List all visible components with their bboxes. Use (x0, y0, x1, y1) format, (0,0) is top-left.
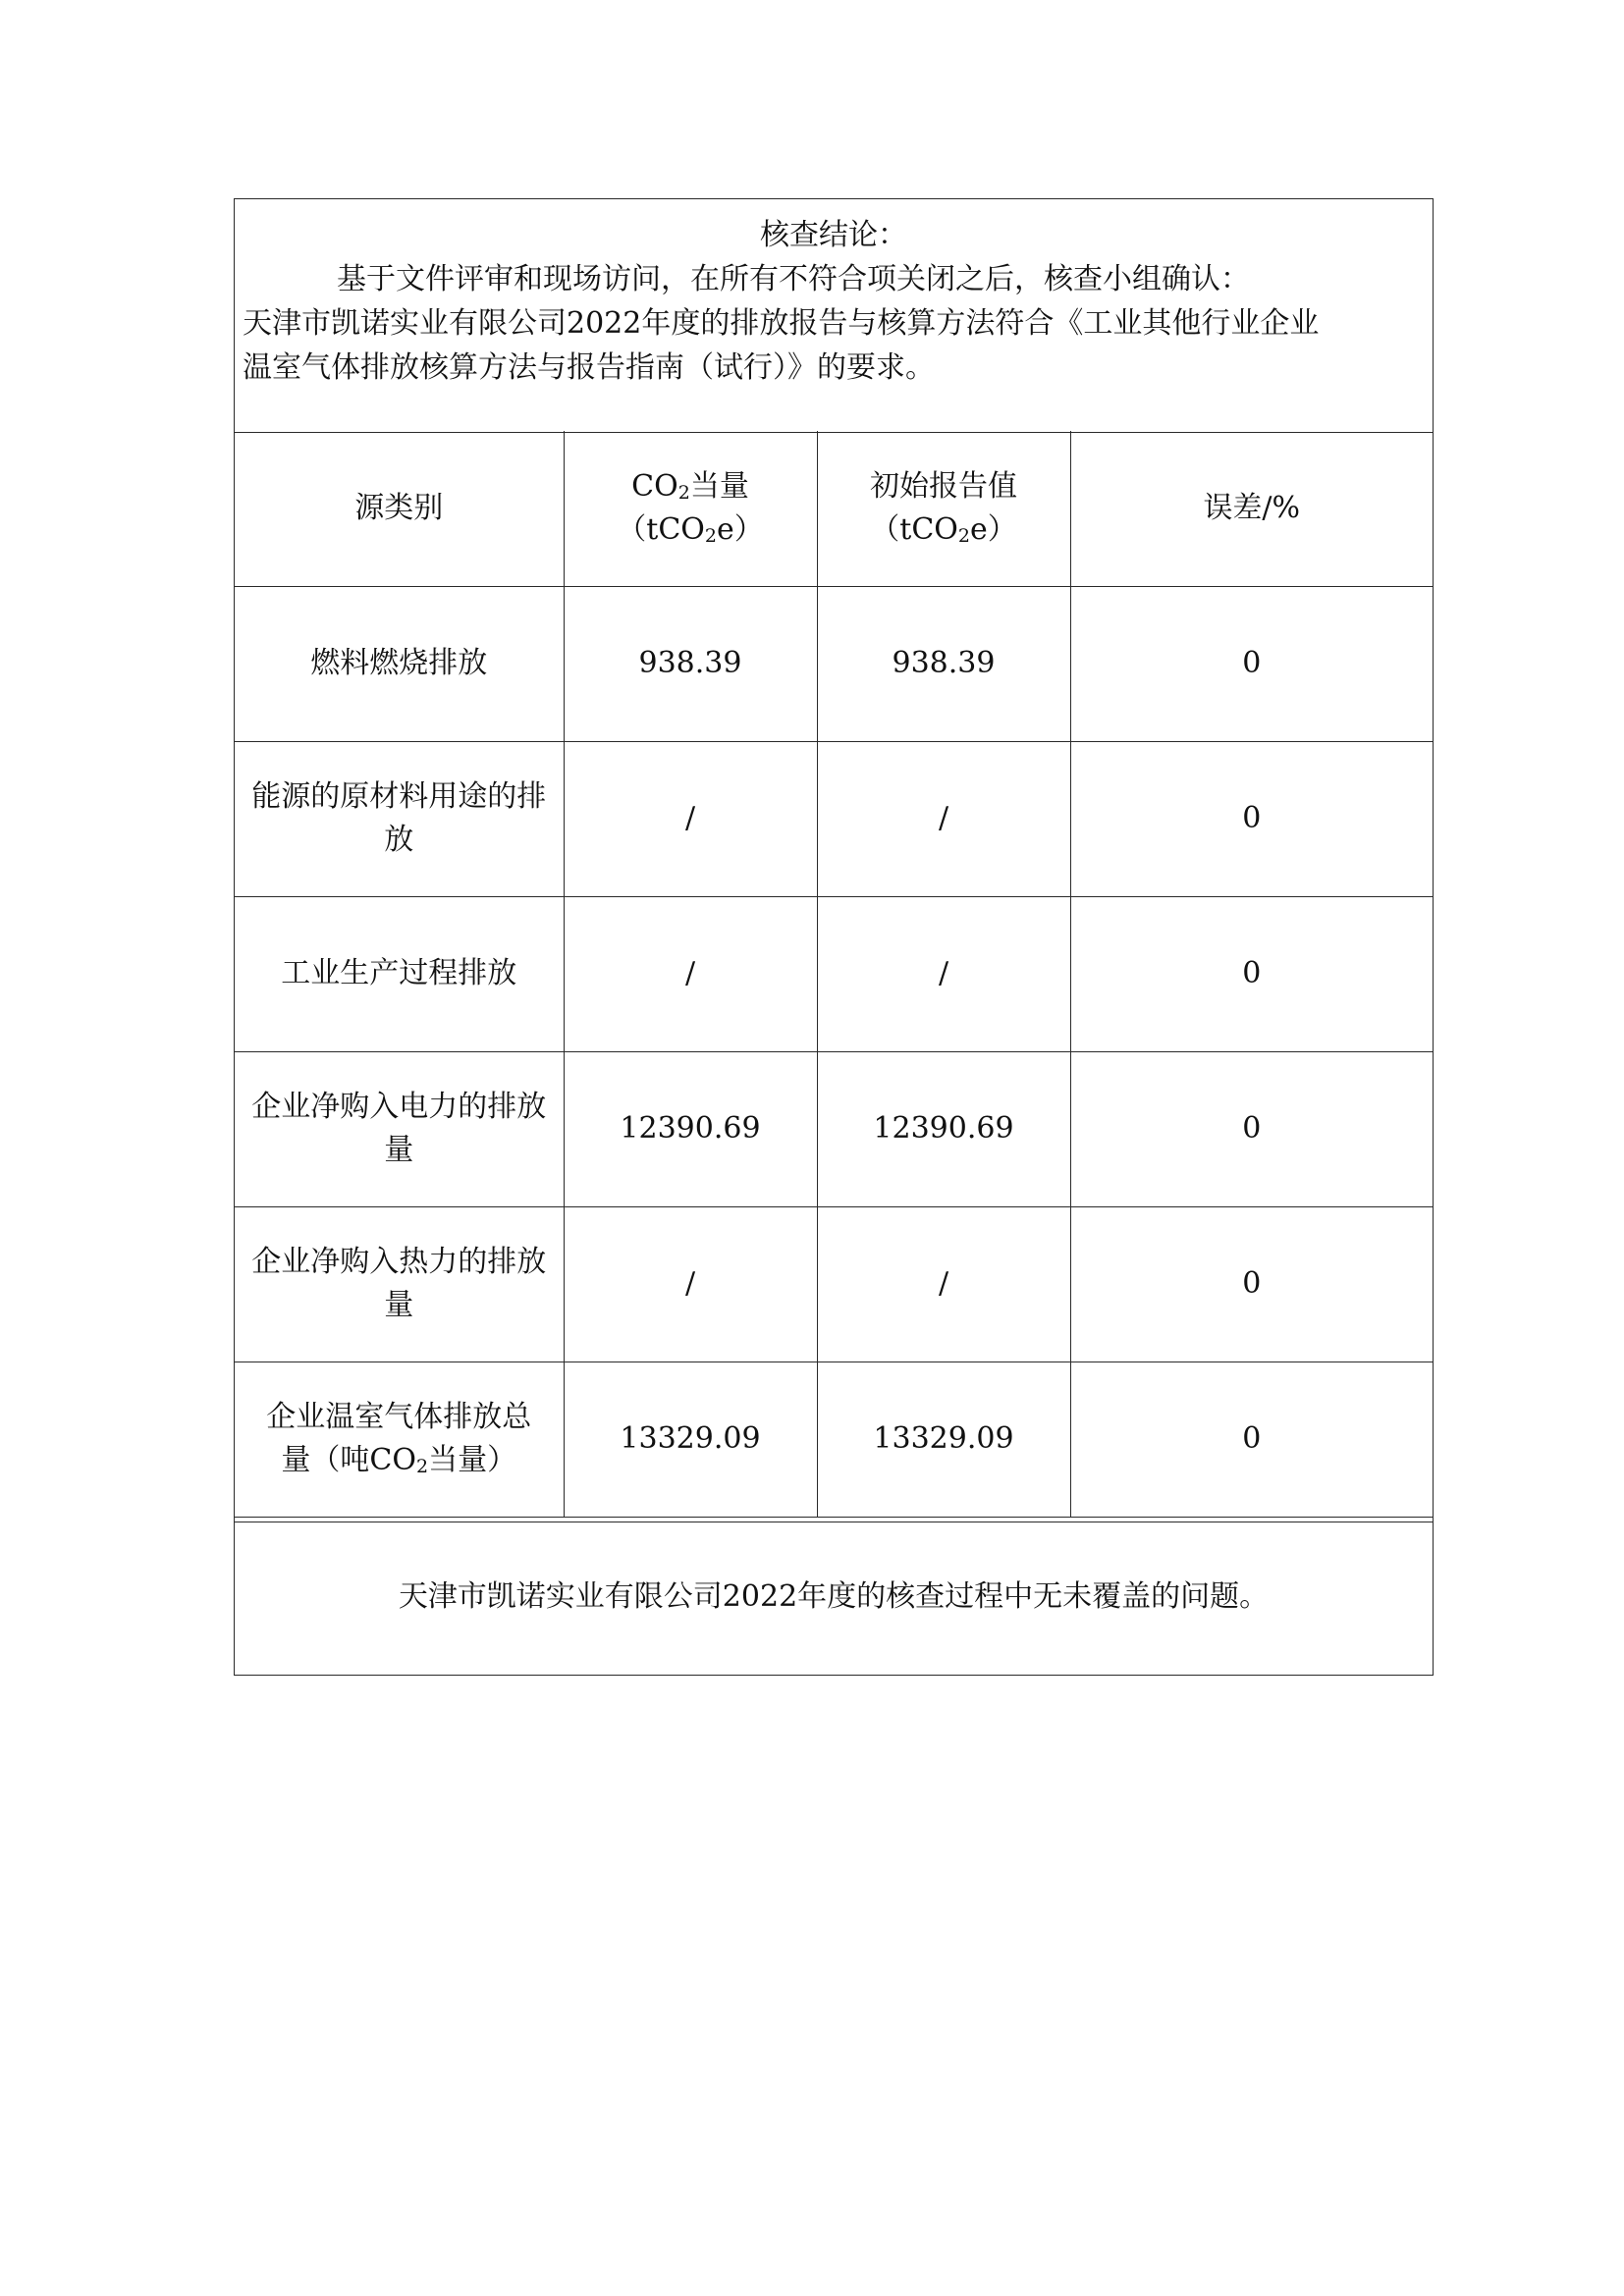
cell-source: 企业净购入电力的排放量 (235, 1051, 564, 1206)
header-co2-sub: 2 (677, 481, 690, 504)
table-row (235, 1051, 1433, 1206)
cell-co2: 938.39 (564, 586, 817, 741)
cell-initial: / (817, 1206, 1070, 1362)
emissions-table (235, 431, 1433, 1518)
cell-initial: 12390.69 (817, 1051, 1070, 1206)
cell-initial: 13329.09 (817, 1362, 1070, 1517)
conclusion-text-line: 天津市凯诺实业有限公司2022年度的排放报告与核算方法符合《工业其他行业企业 (243, 306, 1320, 341)
cell-initial: 938.39 (817, 586, 1070, 741)
cell-co2: 13329.09 (564, 1362, 817, 1517)
header-unit-prefix: （tCO (870, 511, 958, 547)
cell-co2: 12390.69 (564, 1051, 817, 1206)
cell-source-line2-suffix: 当量） (428, 1443, 517, 1477)
table-header-row (235, 431, 1433, 586)
table-row (235, 741, 1433, 896)
header-initial-report (817, 431, 1070, 586)
cell-source-line1: 企业温室气体排放总 (266, 1400, 532, 1434)
cell-error: 0 (1070, 1051, 1433, 1206)
conclusion-title: 核查结论： (760, 218, 907, 252)
cell-source: 企业净购入热力的排放量 (235, 1206, 564, 1362)
cell-source-line2-sub: 2 (415, 1456, 429, 1477)
table-row (235, 1362, 1433, 1517)
header-co2-suffix: 当量 (689, 468, 749, 504)
cell-co2: / (564, 896, 817, 1051)
footer-statement: 天津市凯诺实业有限公司2022年度的核查过程中无未覆盖的问题。 (235, 1522, 1433, 1675)
cell-error: 0 (1070, 586, 1433, 741)
header-unit-sub: 2 (957, 524, 970, 547)
cell-source: 工业生产过程排放 (235, 896, 564, 1051)
table-row (235, 896, 1433, 1051)
conclusion-text-line: 基于文件评审和现场访问，在所有不符合项关闭之后，核查小组确认： (337, 262, 1250, 296)
header-co2-prefix: CO (631, 468, 678, 504)
table-row (235, 586, 1433, 741)
cell-source-line2-prefix: 量（吨CO (281, 1443, 416, 1477)
cell-error: 0 (1070, 896, 1433, 1051)
conclusion-section (235, 199, 1433, 433)
header-unit-suffix: e） (969, 511, 1017, 547)
table-row (235, 1206, 1433, 1362)
header-unit-prefix: （tCO (617, 511, 705, 547)
cell-source: 燃料燃烧排放 (235, 586, 564, 741)
header-initial-label: 初始报告值 (870, 468, 1017, 504)
cell-initial: / (817, 896, 1070, 1051)
header-unit-sub: 2 (704, 524, 717, 547)
cell-error: 0 (1070, 741, 1433, 896)
cell-initial: / (817, 741, 1070, 896)
cell-error: 0 (1070, 1206, 1433, 1362)
cell-error: 0 (1070, 1362, 1433, 1517)
cell-co2: / (564, 741, 817, 896)
conclusion-text-line: 温室气体排放核算方法与报告指南（试行）》的要求。 (243, 350, 935, 385)
verification-frame (234, 198, 1434, 1676)
header-co2-equivalent (564, 431, 817, 586)
header-unit-suffix: e） (716, 511, 764, 547)
header-source-category: 源类别 (235, 431, 564, 586)
cell-source (235, 1362, 564, 1517)
cell-source: 能源的原材料用途的排放 (235, 741, 564, 896)
header-error-percent: 误差/% (1070, 431, 1433, 586)
cell-co2: / (564, 1206, 817, 1362)
